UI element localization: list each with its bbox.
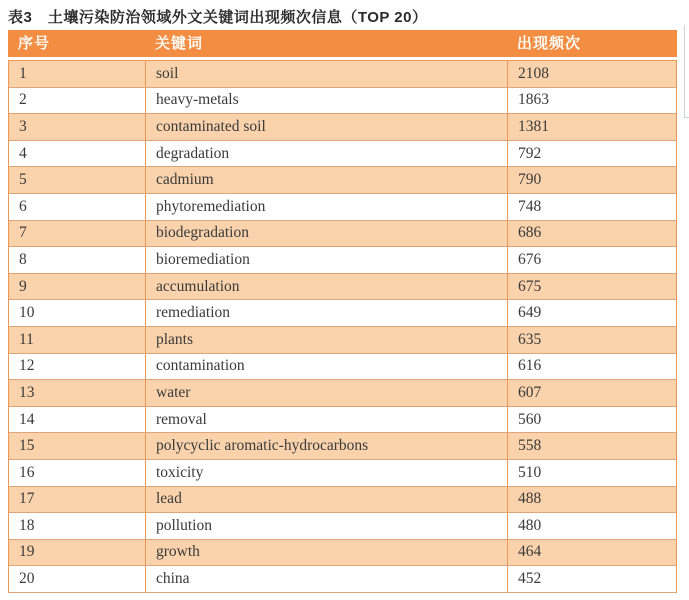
table-row — [9, 167, 676, 194]
column-header-count: 出现频次 — [517, 35, 582, 52]
count-cell: 1381 — [518, 117, 549, 135]
table-row — [9, 274, 676, 301]
table-row — [9, 460, 676, 487]
rank-cell: 20 — [9, 566, 146, 592]
keyword-cell: plants — [146, 327, 508, 353]
count-cell: 616 — [518, 357, 542, 375]
keyword-cell: growth — [146, 540, 508, 566]
table-row — [9, 141, 676, 168]
count-cell: 558 — [518, 437, 542, 455]
count-cell: 607 — [518, 383, 542, 401]
count-cell: 480 — [518, 516, 542, 534]
table-row — [9, 407, 676, 434]
table-row — [9, 380, 676, 407]
count-cell: 560 — [518, 410, 542, 428]
table-row — [9, 247, 676, 274]
keyword-cell: phytoremediation — [146, 194, 508, 220]
table-header-row — [8, 30, 677, 57]
count-cell: 464 — [518, 543, 542, 561]
rank-cell: 12 — [9, 354, 146, 380]
count-cell: 488 — [518, 490, 542, 508]
table-row — [9, 354, 676, 381]
count-cell: 790 — [518, 171, 542, 189]
keyword-cell: pollution — [146, 513, 508, 539]
rank-cell: 14 — [9, 407, 146, 433]
table-row — [9, 61, 676, 88]
count-cell: 2108 — [518, 64, 549, 82]
rank-cell: 4 — [9, 141, 146, 167]
rank-cell: 9 — [9, 274, 146, 300]
count-cell: 675 — [518, 277, 542, 295]
table-row — [9, 194, 676, 221]
column-header-rank: 序号 — [18, 35, 51, 52]
side-panel-edge — [684, 25, 689, 118]
count-cell: 1863 — [518, 91, 549, 109]
count-cell: 635 — [518, 330, 542, 348]
table-row — [9, 513, 676, 540]
keyword-cell: china — [146, 566, 508, 592]
keyword-cell: cadmium — [146, 167, 508, 193]
rank-cell: 1 — [9, 61, 146, 87]
count-cell: 452 — [518, 570, 542, 588]
keyword-cell: lead — [146, 487, 508, 513]
keyword-cell: toxicity — [146, 460, 508, 486]
rank-cell: 13 — [9, 380, 146, 406]
rank-cell: 15 — [9, 433, 146, 459]
count-cell: 510 — [518, 463, 542, 481]
rank-cell: 7 — [9, 221, 146, 247]
rank-cell: 6 — [9, 194, 146, 220]
table-body — [8, 60, 677, 593]
rank-cell: 11 — [9, 327, 146, 353]
count-cell: 792 — [518, 144, 542, 162]
keyword-cell: remediation — [146, 300, 508, 326]
rank-cell: 2 — [9, 88, 146, 114]
rank-cell: 3 — [9, 114, 146, 140]
keyword-cell: degradation — [146, 141, 508, 167]
table-row — [9, 487, 676, 514]
rank-cell: 10 — [9, 300, 146, 326]
keyword-cell: contamination — [146, 354, 508, 380]
table-row — [9, 88, 676, 115]
keyword-cell: accumulation — [146, 274, 508, 300]
table-title: 表3 土壤污染防治领域外文关键词出现频次信息（TOP 20） — [8, 9, 428, 26]
rank-cell: 16 — [9, 460, 146, 486]
table-row — [9, 300, 676, 327]
keyword-frequency-table — [8, 30, 677, 593]
rank-cell: 8 — [9, 247, 146, 273]
keyword-cell: soil — [146, 61, 508, 87]
table-row — [9, 327, 676, 354]
count-cell: 676 — [518, 250, 542, 268]
keyword-cell: polycyclic aromatic-hydrocarbons — [146, 433, 508, 459]
keyword-cell: bioremediation — [146, 247, 508, 273]
column-header-keyword: 关键词 — [155, 35, 204, 52]
rank-cell: 19 — [9, 540, 146, 566]
keyword-cell: water — [146, 380, 508, 406]
count-cell: 748 — [518, 197, 542, 215]
keyword-cell: biodegradation — [146, 221, 508, 247]
table-row — [9, 221, 676, 248]
keyword-cell: removal — [146, 407, 508, 433]
table-row — [9, 433, 676, 460]
keyword-cell: heavy-metals — [146, 88, 508, 114]
table-row — [9, 114, 676, 141]
rank-cell: 5 — [9, 167, 146, 193]
table-row — [9, 566, 676, 593]
rank-cell: 17 — [9, 487, 146, 513]
count-cell: 686 — [518, 224, 542, 242]
table-row — [9, 540, 676, 567]
count-cell: 649 — [518, 304, 542, 322]
keyword-cell: contaminated soil — [146, 114, 508, 140]
rank-cell: 18 — [9, 513, 146, 539]
